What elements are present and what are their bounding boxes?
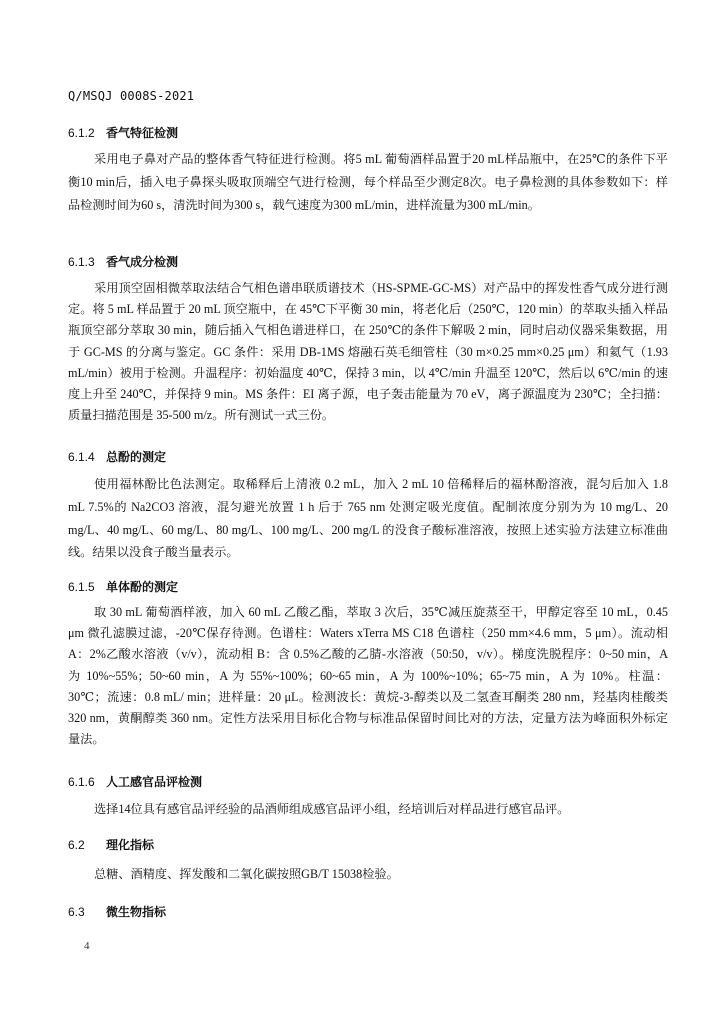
page-number: 4	[84, 940, 90, 952]
section-heading-6-2	[68, 836, 154, 853]
section-heading-6-1-3	[68, 253, 178, 270]
section-body-6-1-4: 使用福林酚比色法测定。取稀释后上清液 0.2 mL，加入 2 mL 10 倍稀释后的福林酚溶液，混匀后加入 1.8 mL 7.5%的 Na2CO3 溶液，混匀避光放置 1 h 后于 765 nm 处测定吸光度值。配制浓度分别为为 10 mg/L、20 mg/L、40 mg/L、60 mg/L、80 mg/L、100 mg/L、200 mg/L 的没食子酸标准溶液，按照上述实验方法建立标准曲线。结果以没食子酸当量表示。	[68, 477, 668, 560]
section-heading-6-1-5	[68, 578, 178, 595]
section-heading-6-1-6	[68, 773, 202, 790]
section-title: 单体酚的测定	[106, 580, 179, 594]
section-title: 香气特征检测	[106, 126, 179, 140]
section-body-6-1-2: 采用电子鼻对产品的整体香气特征进行检测。将5 mL 葡萄酒样品置于20 mL样品瓶中，在25℃的条件下平衡10 min后，插入电子鼻探头吸取顶端空气进行检测，每个样品至少测定8次。电子鼻检测的具体参数如下：样品检测时间为60 s，清洗时间为300 s，载气速度为300 mL/min，进样流量为300 mL/min。	[68, 152, 668, 212]
section-title: 香气成分检测	[106, 255, 179, 269]
section-heading-6-3	[68, 903, 166, 920]
section-number: 6.1.3	[68, 255, 95, 269]
section-body-6-1-5: 取 30 mL 葡萄酒样液，加入 60 mL 乙酸乙酯，萃取 3 次后，35℃减压旋蒸至干，甲醇定容至 10 mL，0.45 μm 微孔滤膜过滤，-20℃保存待测。色谱柱：Waters xTerra MS C18 色谱柱（250 mm×4.6 mm，5 μm）。流动相 A：2%乙酸水溶液（v/v），流动相 B：含 0.5%乙酸的乙腈-水溶液（50:50，v/v）。梯度洗脱程序：0~50 min，A 为 10%~55%；50~60 min，A 为 55%~100%；60~65 min，A 为 100%~10%；65~75 min，A 为 10%。柱温：30℃；流速：0.8 mL/ min；进样量：20 μL。检测波长：黄烷-3-醇类以及二氢查耳酮类 280 nm，羟基肉桂酸类 320 nm，黄酮醇类 360 nm。定性方法采用目标化合物与标准品保留时间比对的方法，定量方法为峰面积外标定量法。	[68, 605, 668, 747]
section-title: 人工感官品评检测	[106, 775, 203, 789]
section-heading-6-1-2	[68, 124, 178, 141]
section-number: 6.1.2	[68, 126, 95, 140]
section-body-6-2: 总糖、酒精度、挥发酸和二氧化碳按照GB/T 15038检验。	[94, 867, 399, 881]
section-title: 理化指标	[106, 838, 155, 852]
section-number: 6.2	[68, 838, 85, 852]
section-number: 6.1.5	[68, 580, 95, 594]
section-body-6-1-6: 选择14位具有感官品评经验的品酒师组成感官品评小组，经培训后对样品进行感官品评。	[94, 802, 570, 816]
section-number: 6.1.4	[68, 450, 95, 464]
section-number: 6.1.6	[68, 775, 95, 789]
section-number: 6.3	[68, 905, 85, 919]
section-heading-6-1-4	[68, 448, 166, 465]
section-body-6-1-3: 采用顶空固相微萃取法结合气相色谱串联质谱技术（HS-SPME-GC-MS）对产品中的挥发性香气成分进行测定。将 5 mL 样品置于 20 mL 顶空瓶中，在 45℃下平衡 30 min，将老化后（250℃，120 min）的萃取头插入样品瓶顶空部分萃取 30 min，随后插入气相色谱进样口，在 250℃的条件下解吸 2 min，同时启动仪器采集数据，用于 GC-MS 的分离与鉴定。GC 条件：采用 DB-1MS 熔融石英毛细管柱（30 m×0.25 mm×0.25 μm）和氦气（1.93 mL/min）被用于检测。升温程序：初始温度 40℃，保持 3 min，以 4℃/min 升温至 120℃，然后以 6℃/min 的速度上升至 240℃，并保持 9 min。MS 条件：EI 离子源，电子轰击能量为 70 eV，离子源温度为 230℃；全扫描：质量扫描范围是 35-500 m/z。所有测试一式三份。	[68, 281, 668, 423]
standard-code: Q/MSQJ 0008S-2021	[68, 89, 195, 103]
section-title: 总酚的测定	[106, 450, 167, 464]
section-title: 微生物指标	[106, 905, 167, 919]
